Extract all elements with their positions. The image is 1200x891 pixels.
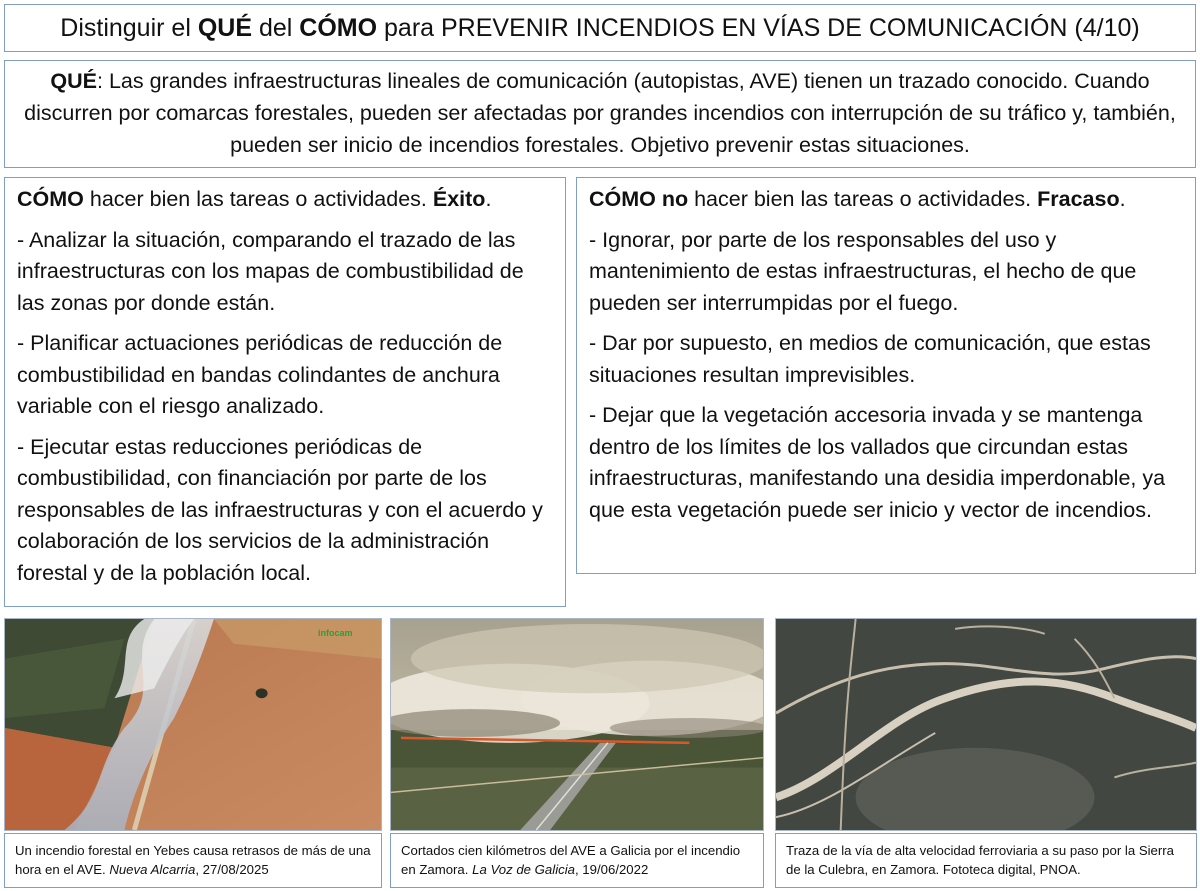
title-prefix: Distinguir el [60,13,198,42]
fracaso-heading [589,184,1183,216]
photo-zamora-fire [390,618,764,831]
caption-text: Traza de la vía de alta velocidad ferroviaria a su paso por la Sierra de la Culebra, en Zamora. Fototeca digital, PNOA. [786,843,1175,877]
que-box [4,60,1196,168]
caption-source: La Voz de Galicia [472,862,575,877]
exito-heading [17,184,553,216]
caption-photo-2 [390,833,764,888]
exito-head-bold: CÓMO [17,187,84,211]
title-middle: del [252,13,300,42]
title-bold-como: CÓMO [299,13,378,42]
caption-text: Cortados cien kilómetros del AVE a Galicia por el incendio en Zamora. [401,843,741,877]
exito-item: - Analizar la situación, comparando el trazado de las infraestructuras con los mapas de combustibilidad de las zonas por donde están. [17,227,524,315]
fracaso-head-text: hacer bien las tareas o actividades. [688,187,1038,211]
fracaso-box [576,177,1196,574]
caption-text: Un incendio forestal en Yebes causa retrasos de más de una hora en el AVE. [15,843,371,877]
caption-source: Nueva Alcarria [109,862,196,877]
caption-photo-1 [4,833,382,888]
exito-box [4,177,566,607]
caption-date: , 19/06/2022 [574,862,649,877]
caption-photo-3 [775,833,1197,888]
fracaso-head-end: . [1119,187,1126,211]
title-suffix: para PREVENIR INCENDIOS EN VÍAS DE COMUNICACIÓN (4/10) [377,13,1140,42]
fracaso-head-bold: CÓMO no [589,187,689,211]
exito-item: - Ejecutar estas reducciones periódicas de combustibilidad, con financiación por parte de los responsables de las infraestructuras y con el acuerdo y colaboración de los servicios de la administración forestal y de la población local. [17,434,543,585]
title-bold-que: QUÉ [197,13,253,42]
page-title [60,14,1139,43]
fracaso-head-tag: Fracaso [1037,187,1120,211]
que-text: : Las grandes infraestructuras lineales de comunicación (autopistas, AVE) tienen un trazado conocido. Cuando discurren por comarcas forestales, pueden ser afectadas por grandes incendios con interrupción de su tráfico y, también, pueden ser inicio de incendios forestales. Objetivo prevenir estas situaciones. [24,69,1176,157]
infocam-logo: infocam [318,628,353,638]
fracaso-item: - Dejar que la vegetación accesoria invada y se mantenga dentro de los límites de los vallados que circundan estas infraestructuras, manifestando una desidia imperdonable, ya que esta vegetación puede ser inicio y vector de incendios. [589,403,1166,522]
exito-head-tag: Éxito [432,187,486,211]
exito-head-end: . [485,187,492,211]
fracaso-item: - Dar por supuesto, en medios de comunicación, que estas situaciones resultan imprevisibles. [589,331,1151,387]
que-label: QUÉ [50,69,98,93]
fracaso-item: - Ignorar, por parte de los responsables del uso y mantenimiento de estas infraestructuras, el hecho de que pueden ser interrumpidas por el fuego. [589,227,1137,315]
exito-item: - Planificar actuaciones periódicas de reducción de combustibilidad en bandas colindantes de anchura variable con el riesgo analizado. [17,331,503,418]
caption-date: , 27/08/2025 [195,862,269,877]
exito-head-text: hacer bien las tareas o actividades. [83,187,433,211]
photo-sierra-culebra [775,618,1197,831]
photo-yebes-fire [4,618,382,831]
title-box [4,4,1196,52]
